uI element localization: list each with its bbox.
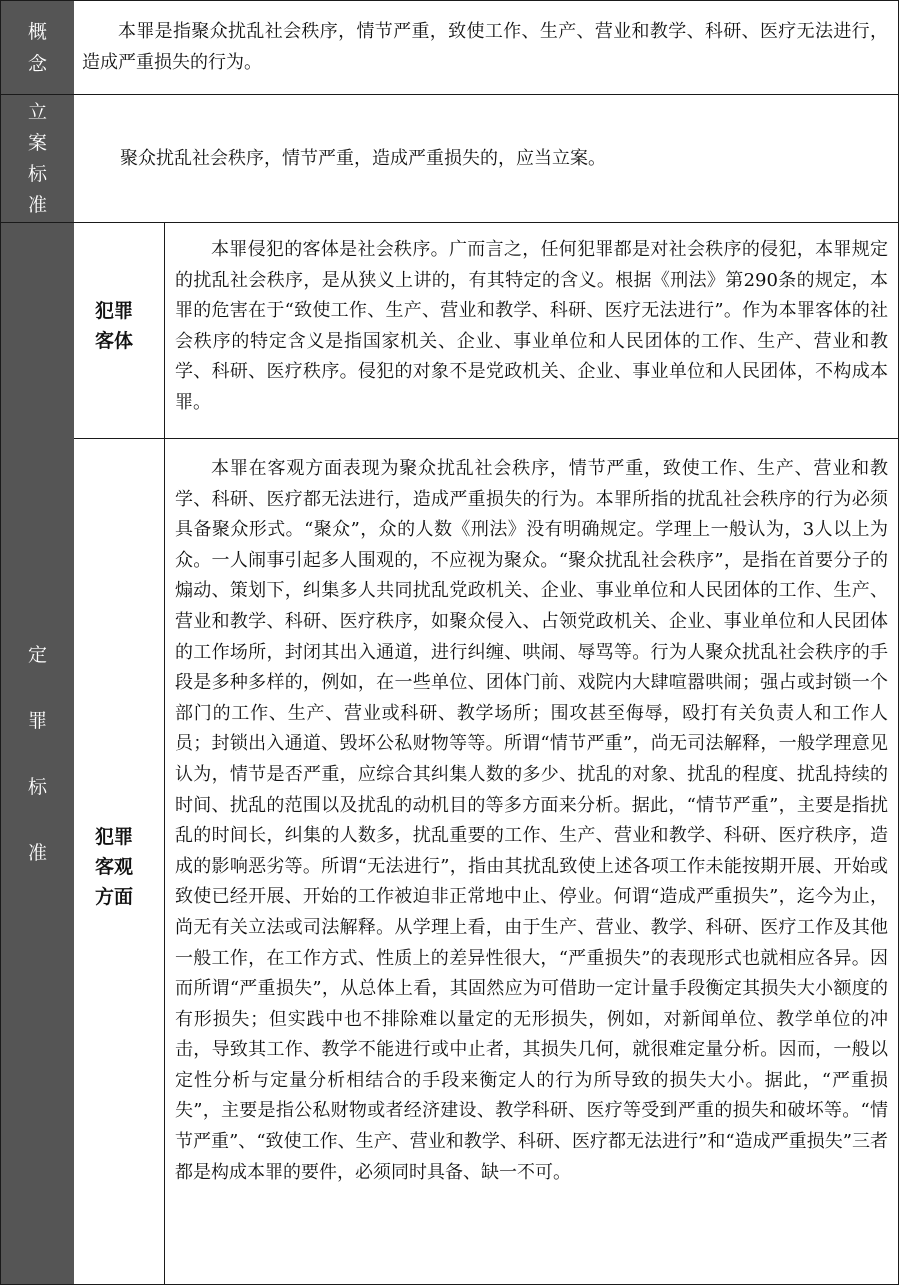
crime-object-label: 犯罪客体 (95, 299, 134, 352)
row-content-conviction-standard (74, 223, 898, 1284)
row-header-concept (1, 1, 74, 94)
objective-aspect-label: 犯罪客观方面 (95, 825, 134, 908)
header-label: 立案标准 (27, 100, 47, 216)
row-header-filing-standard (1, 95, 74, 222)
crime-object-text: 本罪侵犯的客体是社会秩序。广而言之，任何犯罪都是对社会秩序的侵犯，本罪规定的扰乱社会秩序，是从狭义上讲的，有其特定的含义。根据《刑法》第290条的规定，本罪的危害在于“致使工作、生产、营业和教学、科研、医疗无法进行”。作为本罪客体的社会秩序的特定含义是指国家机关、企业、事业单位和人民团体的工作、生产、营业和教学、科研、医疗秩序。侵犯的对象不是党政机关、企业、事业单位和人民团体，不构成本罪。 (175, 239, 888, 413)
row-header-conviction-standard (1, 223, 74, 1284)
subrow-text-cell (165, 223, 898, 438)
row-conviction-standard (1, 223, 898, 1284)
row-concept (1, 1, 898, 95)
row-filing-standard (1, 95, 898, 223)
subrow-label-cell (74, 439, 165, 1284)
subrow-objective-aspect (74, 439, 898, 1284)
subrow-label-cell (74, 223, 165, 438)
subrow-text-cell (165, 439, 898, 1284)
filing-standard-text: 聚众扰乱社会秩序，情节严重，造成严重损失的，应当立案。 (120, 148, 606, 169)
row-content-concept (74, 1, 898, 94)
header-label: 概念 (27, 20, 47, 75)
row-content-filing-standard (74, 95, 898, 222)
header-label: 定罪标准 (27, 643, 47, 864)
concept-text: 本罪是指聚众扰乱社会秩序，情节严重，致使工作、生产、营业和教学、科研、医疗无法进行，造成严重损失的行为。 (82, 21, 888, 73)
subrow-crime-object (74, 223, 898, 439)
objective-aspect-text: 本罪在客观方面表现为聚众扰乱社会秩序，情节严重，致使工作、生产、营业和教学、科研、医疗都无法进行，造成严重损失的行为。本罪所指的扰乱社会秩序的行为必须具备聚众形式。“聚众”，众的人数《刑法》没有明确规定。学理上一般认为，3人以上为众。一人闹事引起多人围观的，不应视为聚众。“聚众扰乱社会秩序”，是指在首要分子的煽动、策划下，纠集多人共同扰乱党政机关、企业、事业单位和人民团体的工作、生产、营业和教学、科研、医疗秩序，如聚众侵入、占领党政机关、企业、事业单位和人民团体的工作场所，封闭其出入通道，进行纠缠、哄闹、辱骂等。行为人聚众扰乱社会秩序的手段是多种多样的，例如，在一些单位、团体门前、戏院内大肆喧嚣哄闹；强占或封锁一个部门的工作、生产、营业或科研、教学场所；围攻甚至侮辱，殴打有关负责人和工作人员；封锁出入通道、毁坏公私财物等等。所谓“情节严重”，尚无司法解释，一般学理意见认为，情节是否严重，应综合其纠集人数的多少、扰乱的对象、扰乱的程度、扰乱持续的时间、扰乱的范围以及扰乱的动机目的等多方面来分析。据此，“情节严重”，主要是指扰乱的时间长，纠集的人数多，扰乱重要的工作、生产、营业和教学、科研、医疗秩序，造成的影响恶劣等。所谓“无法进行”，指由其扰乱致使上述各项工作未能按期开展、开始或致使已经开展、开始的工作被迫非正常地中止、停业。何谓“造成严重损失”，迄今为止，尚无有关立法或司法解释。从学理上看，由于生产、营业、教学、科研、医疗工作及其他一般工作，在工作方式、性质上的差异性很大，“严重损失”的表现形式也就相应各异。因而所谓“严重损失”，从总体上看，其固然应为可借助一定计量手段衡定其损失大小额度的有形损失；但实践中也不排除难以量定的无形损失，例如，对新闻单位、教学单位的冲击，导致其工作、教学不能进行或中止者，其损失几何，就很难定量分析。因而，一般以定性分析与定量分析相结合的手段来衡定人的行为所导致的损失大小。据此，“严重损失”，主要是指公私财物或者经济建设、教学科研、医疗等受到严重的损失和破坏等。“情节严重”、“致使工作、生产、营业和教学、科研、医疗都无法进行”和“造成严重损失”三者都是构成本罪的要件，必须同时具备、缺一不可。 (175, 458, 888, 1183)
